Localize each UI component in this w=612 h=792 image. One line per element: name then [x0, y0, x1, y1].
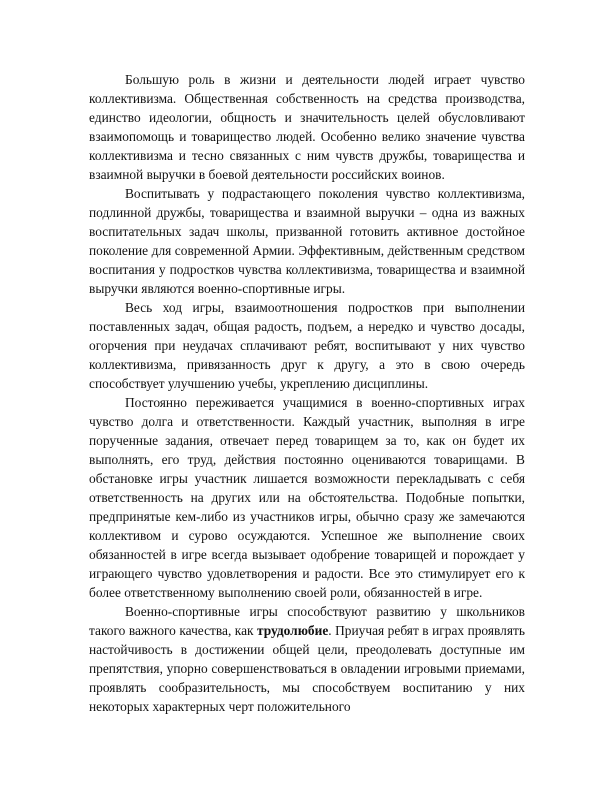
paragraph-5-start: Военно-спортивные игры способствуют развитию у школьников такого важного качества, как: [89, 604, 525, 638]
paragraph-4: Постоянно переживается учащимися в военно-спортивных играх чувство долга и ответственности. Каждый участник, выполняя в игре порученные задания, отвечает перед товарищем за то, как он будет их выполнять, его труд, действия постоянно оцениваются товарищами. В обстановке игры участник лишается возможности перекладывать с себя ответственность на других или на обстоятельства. Подобные попытки, предпринятые кем-либо из участников игры, обычно сразу же замечаются коллективом и сурово осуждаются. Успешное же выполнение своих обязанностей в игре всегда вызывает одобрение товарищей и порождает у играющего чувство удовлетворения и радости. Все это стимулирует его к более ответственному выполнению своей роли, обязанностей в игре.: [89, 395, 525, 600]
paragraph-2: Воспитывать у подрастающего поколения чувство коллективизма, подлинной дружбы, товарищества и взаимной выручки – одна из важных воспитательных задач школы, призванной готовить активное достойное поколение для современной Армии. Эффективным, действенным средством воспитания у подростков чувства коллективизма, товарищества и взаимной выручки являются военно-спортивные игры.: [89, 186, 525, 296]
bold-term-trudolyubie: трудолюбие: [257, 623, 329, 638]
document-body: [89, 70, 525, 716]
paragraph-5-end: . Приучая ребят в играх проявлять настойчивость в достижении общей цели, преодолевать доступные им препятствия, упорно совершенствоваться в овладении игровыми приемами, проявлять сообразительность, мы способствуем воспитанию у них некоторых характерных черт положительного: [89, 623, 525, 714]
paragraph-3: Весь ход игры, взаимоотношения подростков при выполнении поставленных задач, общая радость, подъем, а нередко и чувство досады, огорчения при неудачах сплачивают ребят, воспитывают у них чувство коллективизма, привязанность друг к другу, а это в свою очередь способствует улучшению учебы, укреплению дисциплины.: [89, 300, 525, 391]
paragraph-5: [89, 602, 525, 716]
paragraph-1: Большую роль в жизни и деятельности людей играет чувство коллективизма. Общественная собственность на средства производства, единство идеологии, общность и значительность целей обусловливают взаимопомощь и товарищество людей. Особенно велико значение чувства коллективизма и тесно связанных с ним чувств дружбы, товарищества и взаимной выручки в боевой деятельности российских воинов.: [89, 72, 525, 182]
